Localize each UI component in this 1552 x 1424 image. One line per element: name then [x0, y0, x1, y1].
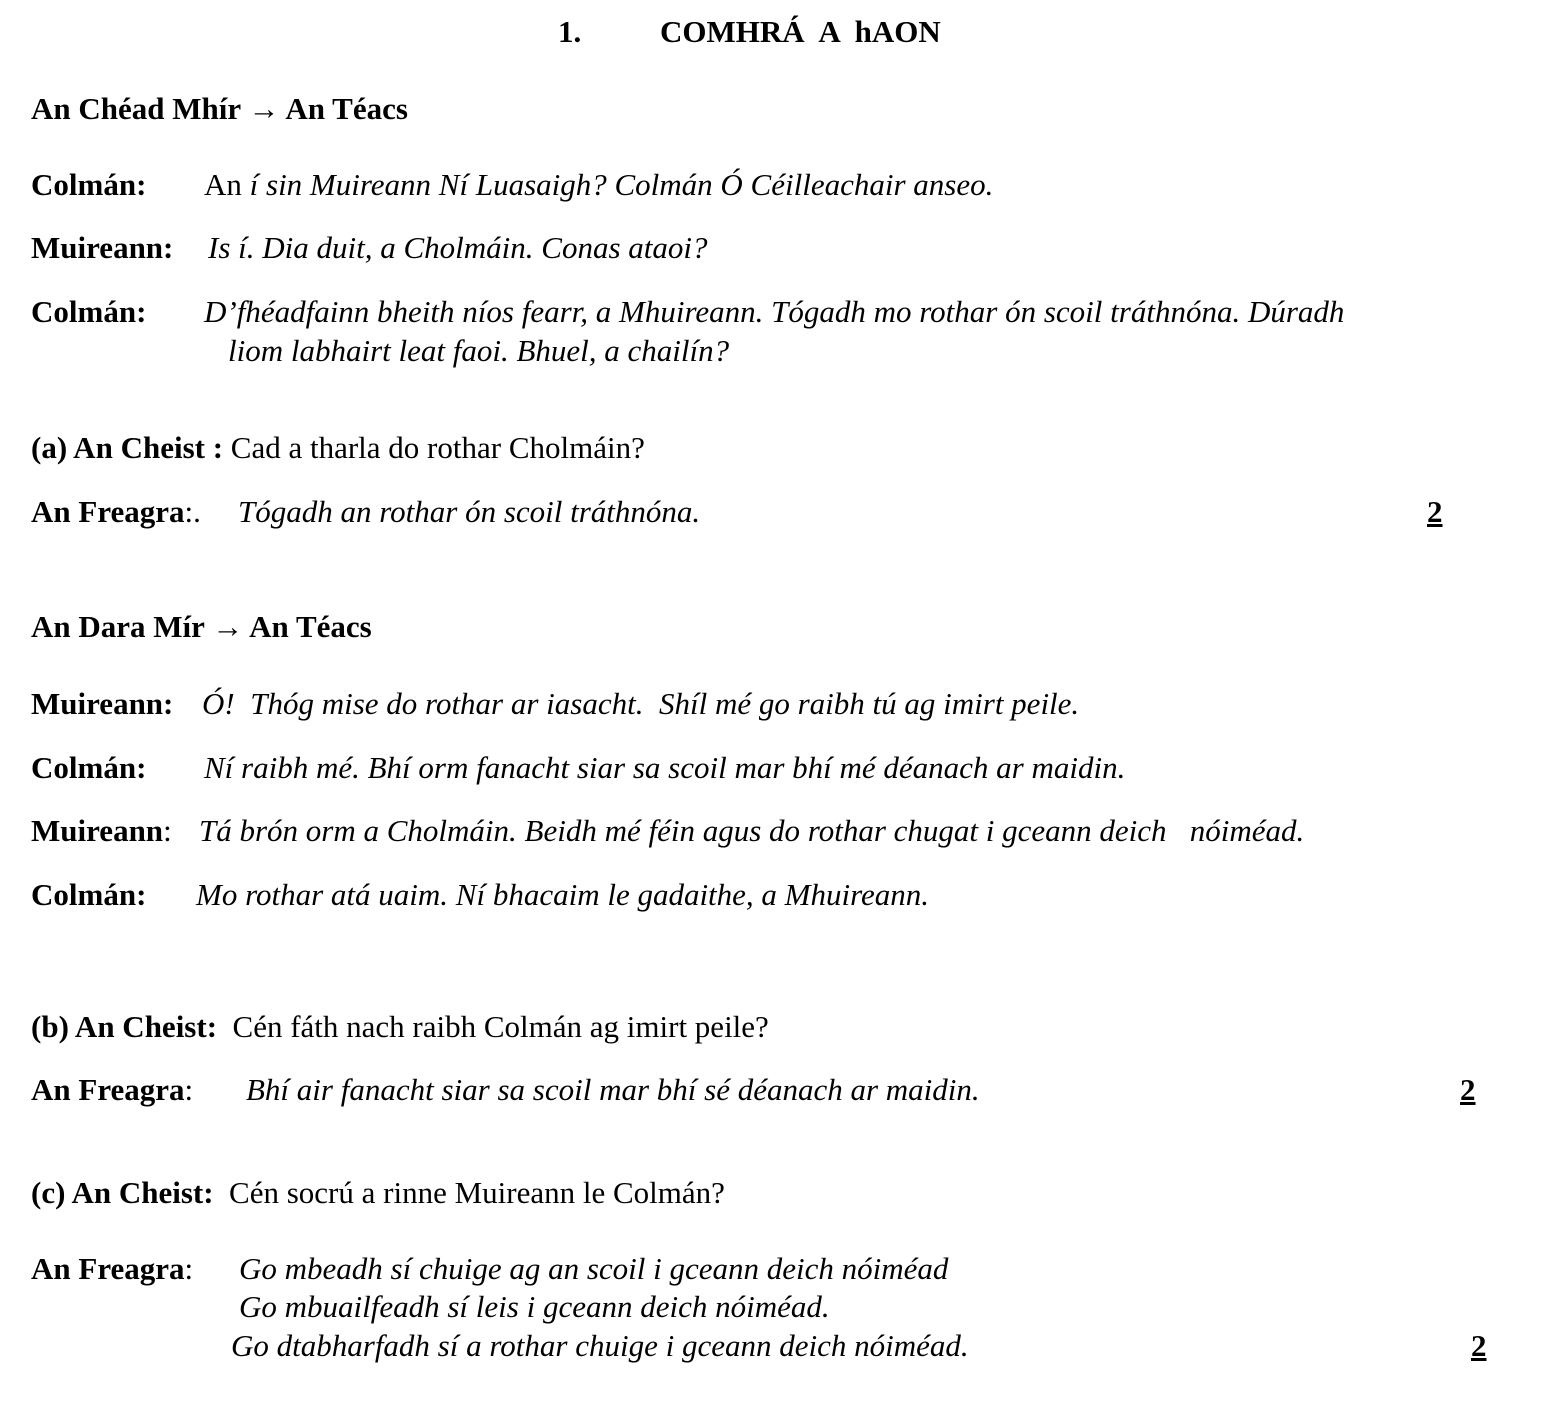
title-number: 1. — [558, 14, 582, 49]
answer-label: An Freagra — [31, 1072, 185, 1107]
answer-text: Go mbuailfeadh sí leis i gceann deich nóiméad. — [239, 1289, 830, 1324]
question-text: Cén socrú a rinne Muireann le Colmán? — [229, 1175, 725, 1210]
answer-separator: : — [184, 1251, 194, 1286]
answer-text: Go dtabharfadh sí a rothar chuige i gceann deich nóiméad. — [231, 1328, 969, 1363]
answer-text: Go mbeadh sí chuige ag an scoil i gceann deich nóiméad — [239, 1251, 949, 1286]
dialogue-text: Is í. Dia duit, a Cholmáin. Conas ataoi? — [208, 230, 708, 265]
answer-text: Bhí air fanacht siar sa scoil mar bhí sé déanach ar maidin. — [246, 1072, 980, 1107]
answer-c — [31, 1253, 193, 1284]
dialogue-line — [204, 169, 993, 200]
question-c — [31, 1177, 725, 1208]
answer-text: Tógadh an rothar ón scoil tráthnóna. — [238, 494, 701, 529]
dialogue-text: D’fhéadfainn bheith níos fearr, a Mhuireann. Tógadh mo rothar ón scoil tráthnóna. Dúradh — [204, 294, 1345, 329]
question-label: (b) An Cheist: — [31, 1009, 218, 1044]
dialogue-text: Ní raibh mé. Bhí orm fanacht siar sa scoil mar bhí mé déanach ar maidin. — [204, 750, 1126, 785]
speaker-separator: : — [163, 813, 172, 848]
dialogue-text-plain: An — [204, 167, 250, 202]
speaker-label: Colmán: — [31, 877, 147, 912]
dialogue-text: Ó! Thóg mise do rothar ar iasacht. Shíl mé go raibh tú ag imirt peile. — [202, 686, 1080, 721]
part1-heading: An Chéad Mhír → An Téacs — [31, 91, 408, 126]
speaker-label: Muireann: — [31, 686, 174, 721]
dialogue-text-continued: liom labhairt leat faoi. Bhuel, a chailín? — [228, 333, 730, 368]
answer-separator: :. — [184, 494, 201, 529]
question-text: Cad a tharla do rothar Cholmáin? — [230, 430, 645, 465]
speaker-name: Muireann — [31, 813, 164, 848]
speaker-label: Colmán: — [31, 294, 147, 329]
speaker-label — [31, 815, 172, 846]
question-label: (c) An Cheist: — [31, 1175, 214, 1210]
answer-label: An Freagra — [31, 494, 185, 529]
speaker-label: Colmán: — [31, 167, 147, 202]
part2-heading: An Dara Mír → An Téacs — [31, 609, 372, 644]
page-title: COMHRÁ A hAON — [660, 14, 941, 49]
answer-b — [31, 1074, 193, 1105]
question-a — [31, 432, 645, 463]
question-b — [31, 1011, 769, 1042]
answer-a — [31, 496, 201, 527]
marks-badge: 2 — [1460, 1072, 1476, 1107]
dialogue-text: í sin Muireann Ní Luasaigh? Colmán Ó Céilleachair anseo. — [249, 167, 994, 202]
question-text: Cén fáth nach raibh Colmán ag imirt peile? — [232, 1009, 769, 1044]
speaker-label: Colmán: — [31, 750, 147, 785]
answer-label: An Freagra — [31, 1251, 185, 1286]
question-label: (a) An Cheist : — [31, 430, 224, 465]
marks-badge: 2 — [1427, 494, 1443, 529]
answer-separator: : — [184, 1072, 194, 1107]
dialogue-text: Mo rothar atá uaim. Ní bhacaim le gadaithe, a Mhuireann. — [196, 877, 930, 912]
speaker-label: Muireann: — [31, 230, 174, 265]
marks-badge: 2 — [1471, 1328, 1487, 1363]
dialogue-text: Tá brón orm a Cholmáin. Beidh mé féin agus do rothar chugat i gceann deich nóiméad. — [199, 813, 1305, 848]
